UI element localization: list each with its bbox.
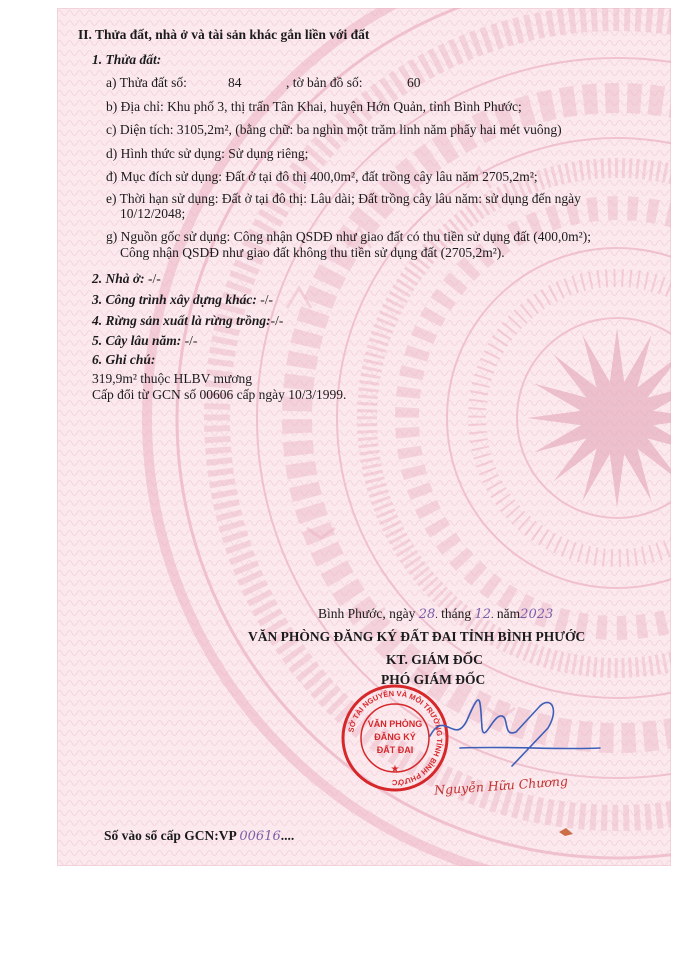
stamp-line-1: VĂN PHÒNG [367,719,423,729]
plot-number: 84 [228,75,242,90]
usage-term-line-2: 10/12/2048; [120,206,186,221]
perennial-value: -/- [184,333,198,348]
handwritten-year: 2023 [520,607,554,622]
corner-ink-mark-icon [558,826,574,838]
registry-number-handwritten: 00616 [239,829,281,844]
role-deputy: KT. GIÁM ĐỐC [386,652,483,667]
signer-name-handwritten: Nguyễn Hữu Chương [433,773,569,798]
origin-line-2: Công nhận QSDĐ như giao đất không thu tiền sử dụng đất (2705,2m²). [120,245,505,260]
scan-margin [0,866,697,960]
section-title: II. Thửa đất, nhà ở và tài sản khác gắn liền với đất [78,27,370,42]
stamp-line-2: ĐĂNG KÝ [374,732,416,742]
construction-row [92,292,273,308]
forest-row [92,313,283,329]
forest-value: -/- [270,313,284,328]
land-plot-heading: 1. Thửa đất: [92,52,162,67]
map-sheet-label: , tờ bản đồ số: [286,75,363,90]
signature-scribble [420,688,620,778]
area-line: c) Diện tích: 3105,2m², (bằng chữ: ba nghìn một trăm linh năm phẩy hai mét vuông) [106,122,562,137]
stamp-line-3: ĐẤT ĐAI [376,745,414,755]
house-row [92,271,161,287]
role-vice-director: PHÓ GIÁM ĐỐC [381,672,486,687]
year-label: năm [496,606,521,621]
place-date-prefix: Bình Phước, ngày [318,606,416,621]
perennial-row [92,333,197,349]
place-date-line: Bình Phước, ngày 28. tháng 12. năm2023 [318,606,554,622]
usage-purpose-line: đ) Mục đích sử dụng: Đất ở tại đô thị 400,0m², đất trồng cây lâu năm 2705,2m²; [106,169,538,184]
registry-label: Số vào sổ cấp GCN:VP [104,828,237,843]
usage-term-line-1: e) Thời hạn sử dụng: Đất ở tại đô thị: Lâu dài; Đất trồng cây lâu năm: sử dụng đến ngày [106,191,581,206]
house-value: -/- [148,271,161,286]
office-name: VĂN PHÒNG ĐĂNG KÝ ĐẤT ĐAI TỈNH BÌNH PHƯỚC [248,629,586,644]
construction-heading: 3. Công trình xây dựng khác: [92,292,257,307]
notes-line-1: 319,9m² thuộc HLBV mương [92,371,253,386]
forest-heading: 4. Rừng sản xuất là rừng trồng: [92,313,271,328]
handwritten-day: 28 [418,607,436,622]
handwritten-month: 12 [474,607,492,622]
origin-line-1: g) Nguồn gốc sử dụng: Công nhận QSDĐ như giao đất có thu tiền sử dụng đất (400,0m²); [106,229,591,244]
construction-value: -/- [260,292,273,307]
address-line: b) Địa chỉ: Khu phố 3, thị trấn Tân Khai, huyện Hớn Quản, tỉnh Bình Phước; [106,99,522,114]
registry-trail: .... [280,828,295,843]
month-label: tháng [441,606,472,621]
plot-number-label: a) Thửa đất số: [106,75,187,90]
notes-line-2: Cấp đổi từ GCN số 00606 cấp ngày 10/3/1999. [92,387,347,402]
house-heading: 2. Nhà ở: [92,271,145,286]
notes-heading: 6. Ghi chú: [92,352,156,367]
stamp-ring-text: SỞ TÀI NGUYÊN VÀ MÔI TRƯỜNG TỈNH BÌNH PHƯỚC [346,688,445,788]
map-sheet-number: 60 [407,75,421,90]
perennial-heading: 5. Cây lâu năm: [92,333,182,348]
stamp-star-icon: ★ [390,764,400,775]
usage-form-line: d) Hình thức sử dụng: Sử dụng riêng; [106,146,309,161]
registry-line [104,828,294,845]
